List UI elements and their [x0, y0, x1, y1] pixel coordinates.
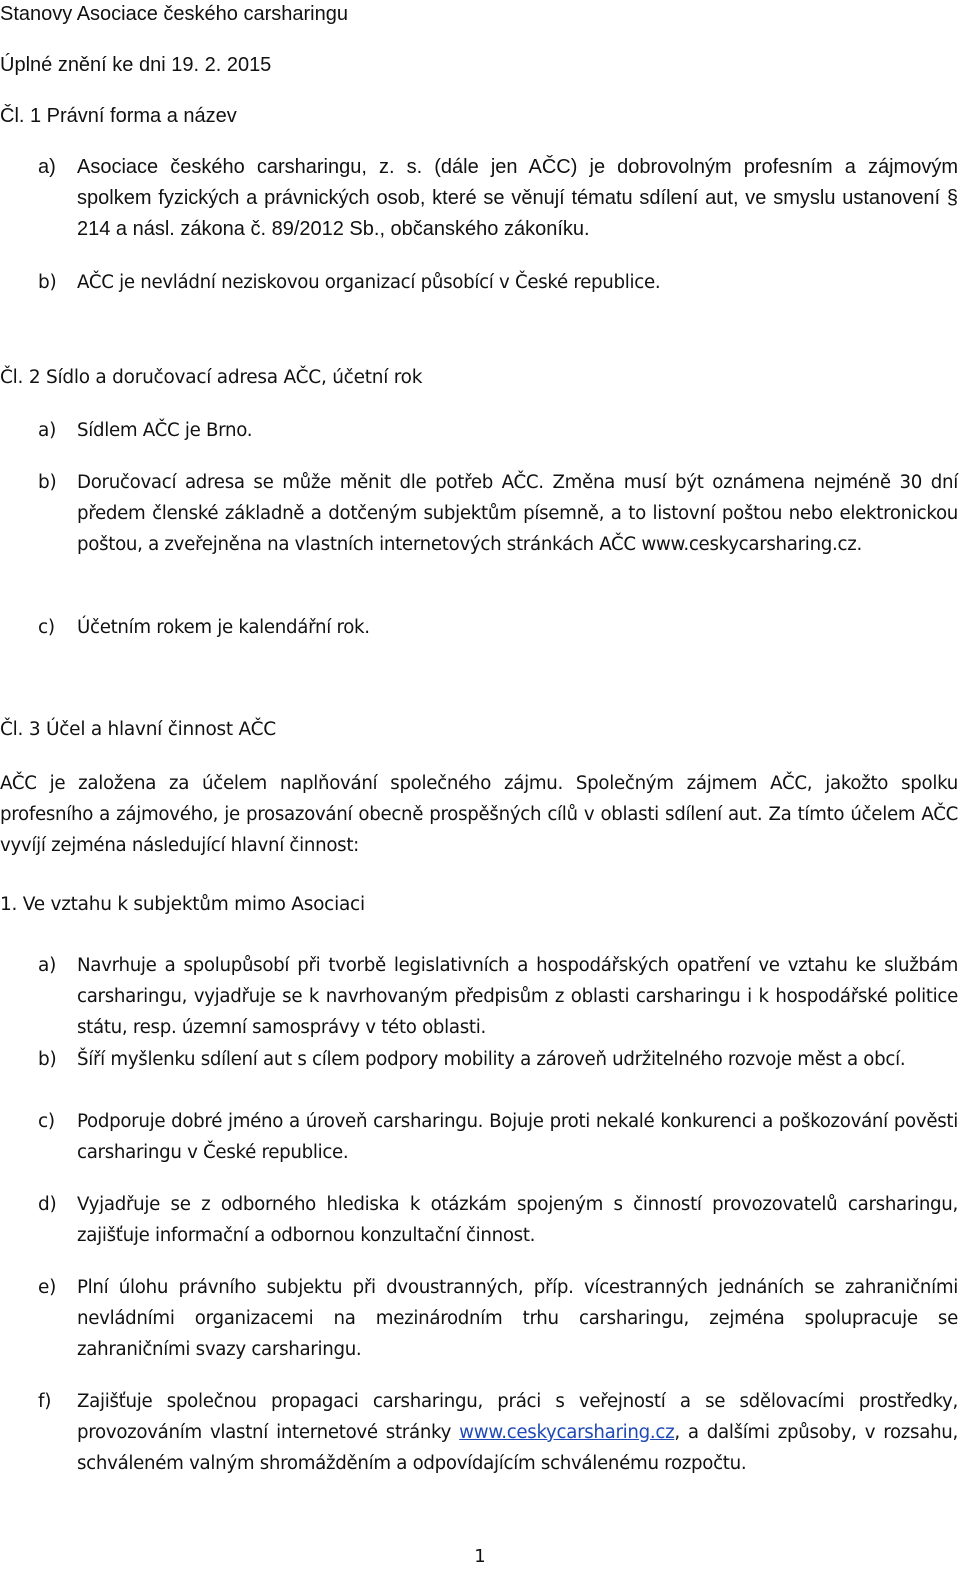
art3-item-b	[38, 1044, 958, 1106]
item-label: a)	[38, 955, 57, 976]
art3-item-f	[38, 1386, 958, 1510]
item-label: a)	[38, 420, 57, 441]
item-text: Doručovací adresa se může měnit dle potřeb AČC. Změna musí být oznámena nejméně 30 dní předem členské základně a dotčeným subjektům písemně, a to listovní poštou nebo elektronickou poštou, a zveřejněna na vlastních internetových stránkách AČC www.ceskycarsharing.cz.	[77, 472, 958, 555]
item-text: Plní úlohu právního subjektu při dvoustranných, příp. vícestranných jednáních se zahraničními nevládními organizacemi na mezinárodním trhu carsharingu, zejména spolupracuje se zahraničními svazy carsharingu.	[77, 1277, 958, 1360]
article-3-intro: AČC je založena za účelem naplňování společného zájmu. Společným zájmem AČC, jakožto spolku profesního a zájmového, je prosazování obecně prospěšných cílů v oblasti sdílení aut. Za tímto účelem AČC vyvíjí zejména následující hlavní činnost:	[0, 773, 958, 856]
item-text: Asociace českého carsharingu, z. s. (dále jen AČC) je dobrovolným profesním a zájmovým spolkem fyzických a právnických osob, které se věnují tématu sdílení aut, ve smyslu ustanovení § 214 a násl. zákona č. 89/2012 Sb., občanského zákoníku.	[77, 156, 958, 240]
document-version: Úplné znění ke dni 19. 2. 2015	[0, 54, 272, 76]
item-label: d)	[38, 1194, 57, 1215]
art3-item-c	[38, 1106, 958, 1168]
item-text: Šíří myšlenku sdílení aut s cílem podpory mobility a zároveň udržitelného rozvoje měst a obcí.	[77, 1049, 906, 1070]
art2-item-c	[38, 612, 958, 643]
section-1-heading: 1. Ve vztahu k subjektům mimo Asociaci	[0, 894, 365, 915]
item-text: AČC je nevládní neziskovou organizací působící v České republice.	[77, 272, 661, 293]
article-2-heading: Čl. 2 Sídlo a doručovací adresa AČC, účetní rok	[0, 367, 423, 388]
item-text: Vyjadřuje se z odborného hlediska k otázkám spojeným s činností provozovatelů carsharingu, zajišťuje informační a odbornou konzultační činnost.	[77, 1194, 958, 1246]
document-title: Stanovy Asociace českého carsharingu	[0, 3, 348, 25]
item-text	[77, 1386, 958, 1479]
item-label: c)	[38, 1111, 55, 1132]
art2-item-a	[38, 415, 958, 446]
website-link[interactable]: www.ceskycarsharing.cz	[459, 1422, 675, 1443]
item-text: Podporuje dobré jméno a úroveň carsharingu. Bojuje proti nekalé konkurenci a poškozování pověsti carsharingu v České republice.	[77, 1111, 958, 1163]
item-label: b)	[38, 1049, 57, 1070]
page-number: 1	[474, 1546, 486, 1567]
item-label: a)	[38, 156, 56, 178]
art1-item-a	[38, 152, 958, 246]
item-label: b)	[38, 472, 57, 493]
article-1-heading: Čl. 1 Právní forma a název	[0, 105, 237, 127]
art3-item-d	[38, 1189, 958, 1251]
item-text-start: Zajišťuje společnou propagaci carsharingu, práci s veřejností a se sdělovacími prostředky, provozováním vlastní internetové stránky	[77, 1391, 958, 1443]
item-label: b)	[38, 272, 57, 293]
art3-item-a	[38, 950, 958, 1043]
art1-item-b	[38, 267, 958, 298]
item-text: Sídlem AČC je Brno.	[77, 420, 253, 441]
item-text: Účetním rokem je kalendářní rok.	[77, 617, 370, 638]
item-label: c)	[38, 617, 55, 638]
item-label: e)	[38, 1277, 57, 1298]
item-label: f)	[38, 1391, 52, 1412]
art3-item-e	[38, 1272, 958, 1365]
item-text: Navrhuje a spolupůsobí při tvorbě legislativních a hospodářských opatření ve vztahu ke službám carsharingu, vyjadřuje se k navrhovaným předpisům z oblasti carsharingu i k hospodářské politice státu, resp. územní samosprávy v této oblasti.	[77, 955, 958, 1038]
art2-item-b	[38, 467, 958, 591]
item-text-end: , a dalšími způsoby, v rozsahu, schváleném valným shromážděním a odpovídajícím schválenému rozpočtu.	[77, 1422, 959, 1474]
article-3-heading: Čl. 3 Účel a hlavní činnost AČC	[0, 719, 276, 740]
